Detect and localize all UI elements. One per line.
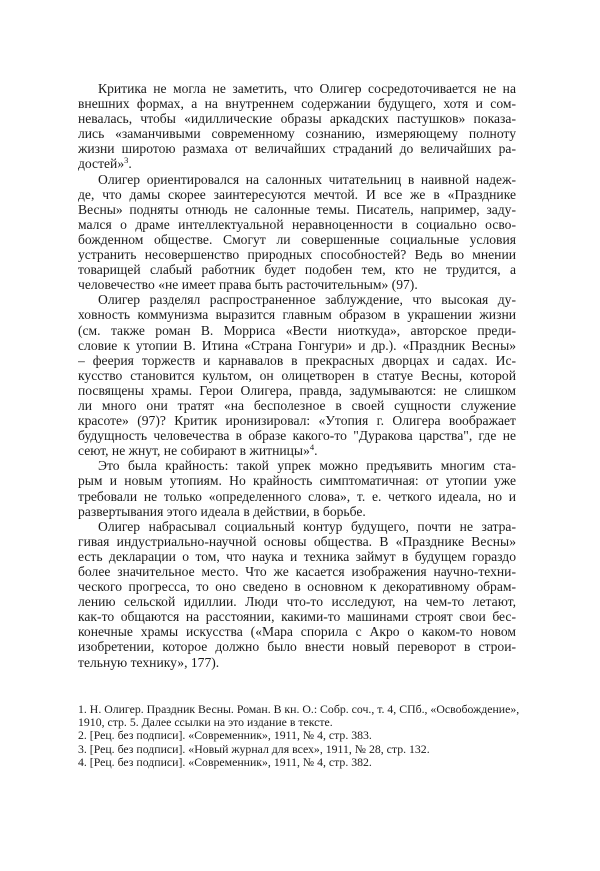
text-line	[78, 126, 516, 141]
line-text: сеют, не жнут, не собирают в житницы»	[78, 443, 310, 459]
text-line	[78, 639, 516, 654]
text-line	[78, 473, 516, 488]
footnote-line: 2. [Рец. без подписи]. «Современник», 1911, № 4, стр. 383.	[78, 728, 372, 743]
line-text: рым и новым утопиям. Но крайность симптоматичная: от утопии уже	[78, 473, 516, 489]
text-line	[78, 489, 516, 504]
line-text: словие к утопии В. Итина «Страна Гонгури» и др.). «Праздник Весны»	[78, 337, 516, 353]
text-line	[78, 277, 516, 292]
line-text: ховность коммунизма выразится главным образом в украшении жизни	[78, 307, 516, 323]
line-text: устранить несовершенство природных способностей? Ведь во мнении	[78, 247, 516, 263]
text-line	[78, 534, 516, 549]
text-line	[78, 458, 516, 473]
line-text: внешних формах, а на внутреннем содержании будущего, хотя и сом-	[78, 96, 516, 112]
line-text: гивая индустриально-научной основы общества. В «Празднике Весны»	[78, 533, 516, 549]
line-text: невалась, чтобы «идиллические образы аркадских пастушков» показа-	[78, 111, 516, 127]
text-line: сеют, не жнут, не собирают в житницы»$^4$.	[78, 443, 318, 459]
text-line	[78, 655, 516, 670]
line-text: Весны» подняты отнюдь не салонные темы. Писатель, например, заду-	[78, 201, 516, 217]
footnote-ref[interactable]: 4	[309, 443, 315, 453]
line-text: Олигер разделял распространенное заблуждение, что высокая ду-	[98, 292, 516, 308]
text-line	[78, 564, 516, 579]
line-text: (см. также роман В. Морриса «Вести ниоткуда», авторское преди-	[78, 322, 516, 338]
text-line	[78, 504, 516, 519]
line-text: будущность человечества в образе какого-то "Дуракова царства", где не	[78, 428, 516, 444]
line-text: тельную технику», 177).	[78, 654, 220, 670]
line-text: более значительное место. Что же касается изображения научно-техни-	[78, 564, 516, 579]
line-text: лению сельской идиллии. Люди что-то исследуют, на чем-то летают,	[78, 594, 516, 610]
line-text: человечество «не имеет права быть расточительным» (97).	[78, 277, 418, 293]
text-line	[78, 594, 516, 609]
text-line	[78, 262, 516, 277]
line-text: Это была крайность: такой упрек можно предъявить многим ста-	[98, 458, 516, 474]
paragraph	[78, 458, 516, 518]
line-text: жизни широтою размаха от величайших страданий до величайших ра-	[78, 141, 516, 157]
footnotes	[78, 703, 523, 769]
line-text: как-то общаются на расстоянии, какими-то машинами строят свои бес-	[78, 609, 516, 625]
paragraph	[78, 81, 516, 172]
text-line	[78, 292, 516, 307]
text-line	[78, 172, 516, 187]
line-text: требовали не только «определенного слова», т. е. четкого идеала, но и	[78, 488, 516, 504]
footnote-ref[interactable]: 3	[124, 156, 129, 166]
footnote-line: 1910, стр. 5. Далее ссылки на это издание в тексте.	[78, 715, 333, 730]
text-line	[78, 383, 516, 398]
text-line	[78, 398, 516, 413]
text-line	[78, 413, 516, 428]
text-line	[78, 624, 516, 639]
text-line	[78, 338, 516, 353]
text-line	[78, 353, 516, 368]
line-text: красоте» (97)? Критик иронизировал: «Утопия г. Олигера воображает	[78, 413, 516, 429]
line-text: божденном обществе. Смогут ли совершенные социальные условия	[78, 231, 516, 247]
text-line: достей»$^3$.	[78, 156, 132, 172]
line-text: посвящены храмы. Герои Олигера, правда, задумываются: не слишком	[78, 382, 516, 398]
paragraph	[78, 292, 516, 458]
text-line	[78, 217, 516, 232]
text-line	[78, 579, 516, 594]
line-text: кусство становится культом, он олицетворен в статуе Весны, которой	[78, 367, 516, 383]
text-line	[78, 549, 516, 564]
line-text: лись «заманчивыми современному сознанию, измеряющему полноту	[78, 126, 516, 142]
body-text	[78, 81, 516, 670]
line-text: – феерия торжеств и карнавалов в прекрасных дворцах и садах. Ис-	[78, 352, 516, 368]
line-text: Олигер набрасывал социальный контур будущего, почти не затра-	[98, 518, 516, 534]
text-line	[78, 96, 516, 111]
text-line	[78, 519, 516, 534]
text-line	[78, 307, 516, 322]
footnote-line: 4. [Рец. без подписи]. «Современник», 1911, № 4, стр. 382.	[78, 754, 372, 769]
line-text: достей»	[78, 156, 125, 172]
text-line	[78, 202, 516, 217]
text-line	[78, 232, 516, 247]
line-text: мался о драме интеллектуальной неравноценности в социально осво-	[78, 216, 516, 232]
text-line	[78, 368, 516, 383]
text-line	[78, 247, 516, 262]
footnote-line: 1. Н. Олигер. Праздник Весны. Роман. В кн. О.: Собр. соч., т. 4, СПб., «Освобождение»,	[78, 702, 520, 716]
line-text: ли много они тратят «на бесполезное в своей сущности служение	[78, 397, 516, 413]
line-text: есть декларации о том, что наука и техника займут в будущем гораздо	[78, 548, 516, 564]
text-line	[78, 428, 516, 443]
line-text: конечные храмы искусства («Мара спорила с Акро о каком-то новом	[78, 624, 516, 640]
text-line	[78, 141, 516, 156]
line-text: ческого прогресса, то оно сведено в основном к декоративному обрам-	[78, 579, 516, 595]
text-line	[78, 187, 516, 202]
line-text: развертывания этого идеала в действии, в борьбе.	[78, 503, 366, 519]
text-line	[78, 609, 516, 624]
line-text: Олигер ориентировался на салонных читательниц в наивной надеж-	[98, 171, 516, 187]
footnote-line: 3. [Рец. без подписи]. «Новый журнал для всех», 1911, № 28, стр. 132.	[78, 741, 430, 756]
line-text: товарищей слабый работник будет подобен тем, кто не трудится, а	[78, 262, 516, 278]
line-text: изобретении, которое должно было внести новый переворот в строи-	[78, 639, 516, 655]
line-text: Критика не могла не заметить, что Олигер сосредоточивается не на	[98, 81, 516, 96]
paragraph	[78, 519, 516, 670]
text-line	[78, 111, 516, 126]
text-line	[78, 81, 516, 96]
paragraph	[78, 172, 516, 293]
text-line	[78, 323, 516, 338]
line-text: де, что дамы скорее заинтересуются мечтой. И все же в «Празднике	[78, 186, 516, 202]
